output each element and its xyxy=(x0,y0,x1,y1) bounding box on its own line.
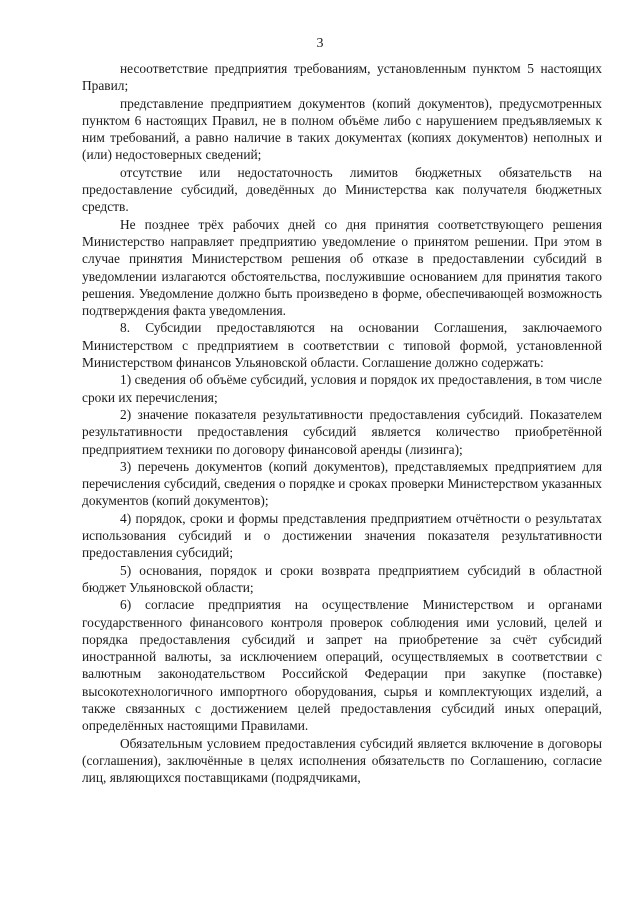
page-number: 3 xyxy=(316,36,324,51)
paragraph: Не позднее трёх рабочих дней со дня принятия соответствующего решения Министерство направляет предприятию уведомление о принятом решении. При этом в случае принятия Министерством решения об отказе в предоставлении субсидий в уведомлении излагаются обстоятельства, послужившие основанием для принятия такого решения. Уведомление должно быть произведено в форме, обеспечивающей возможность подтверждения факта уведомления. xyxy=(82,216,602,319)
paragraph: представление предприятием документов (копий документов), предусмотренных пунктом 6 настоящих Правил, не в полном объёме либо с нарушением предъявляемых к ним требований, а равно наличие в таких документах (копиях документов) неполных и (или) недостоверных сведений; xyxy=(82,95,602,163)
paragraph: 1) сведения об объёме субсидий, условия и порядок их предоставления, в том числе сроки их перечисления; xyxy=(82,372,602,405)
paragraph: отсутствие или недостаточность лимитов бюджетных обязательств на предоставление субсидий, доведённых до Министерства как получателя бюджетных средств. xyxy=(82,164,602,215)
paragraph: 5) основания, порядок и сроки возврата предприятием субсидий в областной бюджет Ульяновской области; xyxy=(82,562,602,595)
paragraph: 4) порядок, сроки и формы представления предприятием отчётности о результатах использования субсидий и о достижении значения показателя результативности предоставления субсидий; xyxy=(82,510,602,561)
paragraph: 8. Субсидии предоставляются на основании Соглашения, заключаемого Министерством с предприятием в соответствии с типовой формой, установленной Министерством финансов Ульяновской области. Соглашение должно содержать: xyxy=(82,320,602,371)
paragraph: 2) значение показателя результативности предоставления субсидий. Показателем результативности предоставления субсидий является количество приобретённой предприятием техники по договору финансовой аренды (лизинга); xyxy=(82,406,602,457)
paragraph: Обязательным условием предоставления субсидий является включение в договоры (соглашения), заключённые в целях исполнения обязательств по Соглашению, согласие лиц, являющихся поставщиками (подрядчиками, xyxy=(82,735,602,786)
paragraph: 6) согласие предприятия на осуществление Министерством и органами государственного финансового контроля проверок соблюдения ими условий, целей и порядка предоставления субсидий и запрет на приобретение за счёт субсидий иностранной валюты, за исключением операций, осуществляемых в соответствии с валютным законодательством Российской Федерации при закупке (поставке) высокотехнологичного импортного оборудования, сырья и комплектующих изделий, а также связанных с достижением целей предоставления субсидий иных операций, определённых настоящими Правилами. xyxy=(82,597,602,734)
paragraph: несоответствие предприятия требованиям, установленным пунктом 5 настоящих Правил; xyxy=(82,61,602,94)
paragraph: 3) перечень документов (копий документов), представляемых предприятием для перечисления субсидий, сведения о порядке и сроках проверки Министерством указанных документов (копий документов); xyxy=(82,458,602,509)
document-body xyxy=(82,60,602,786)
